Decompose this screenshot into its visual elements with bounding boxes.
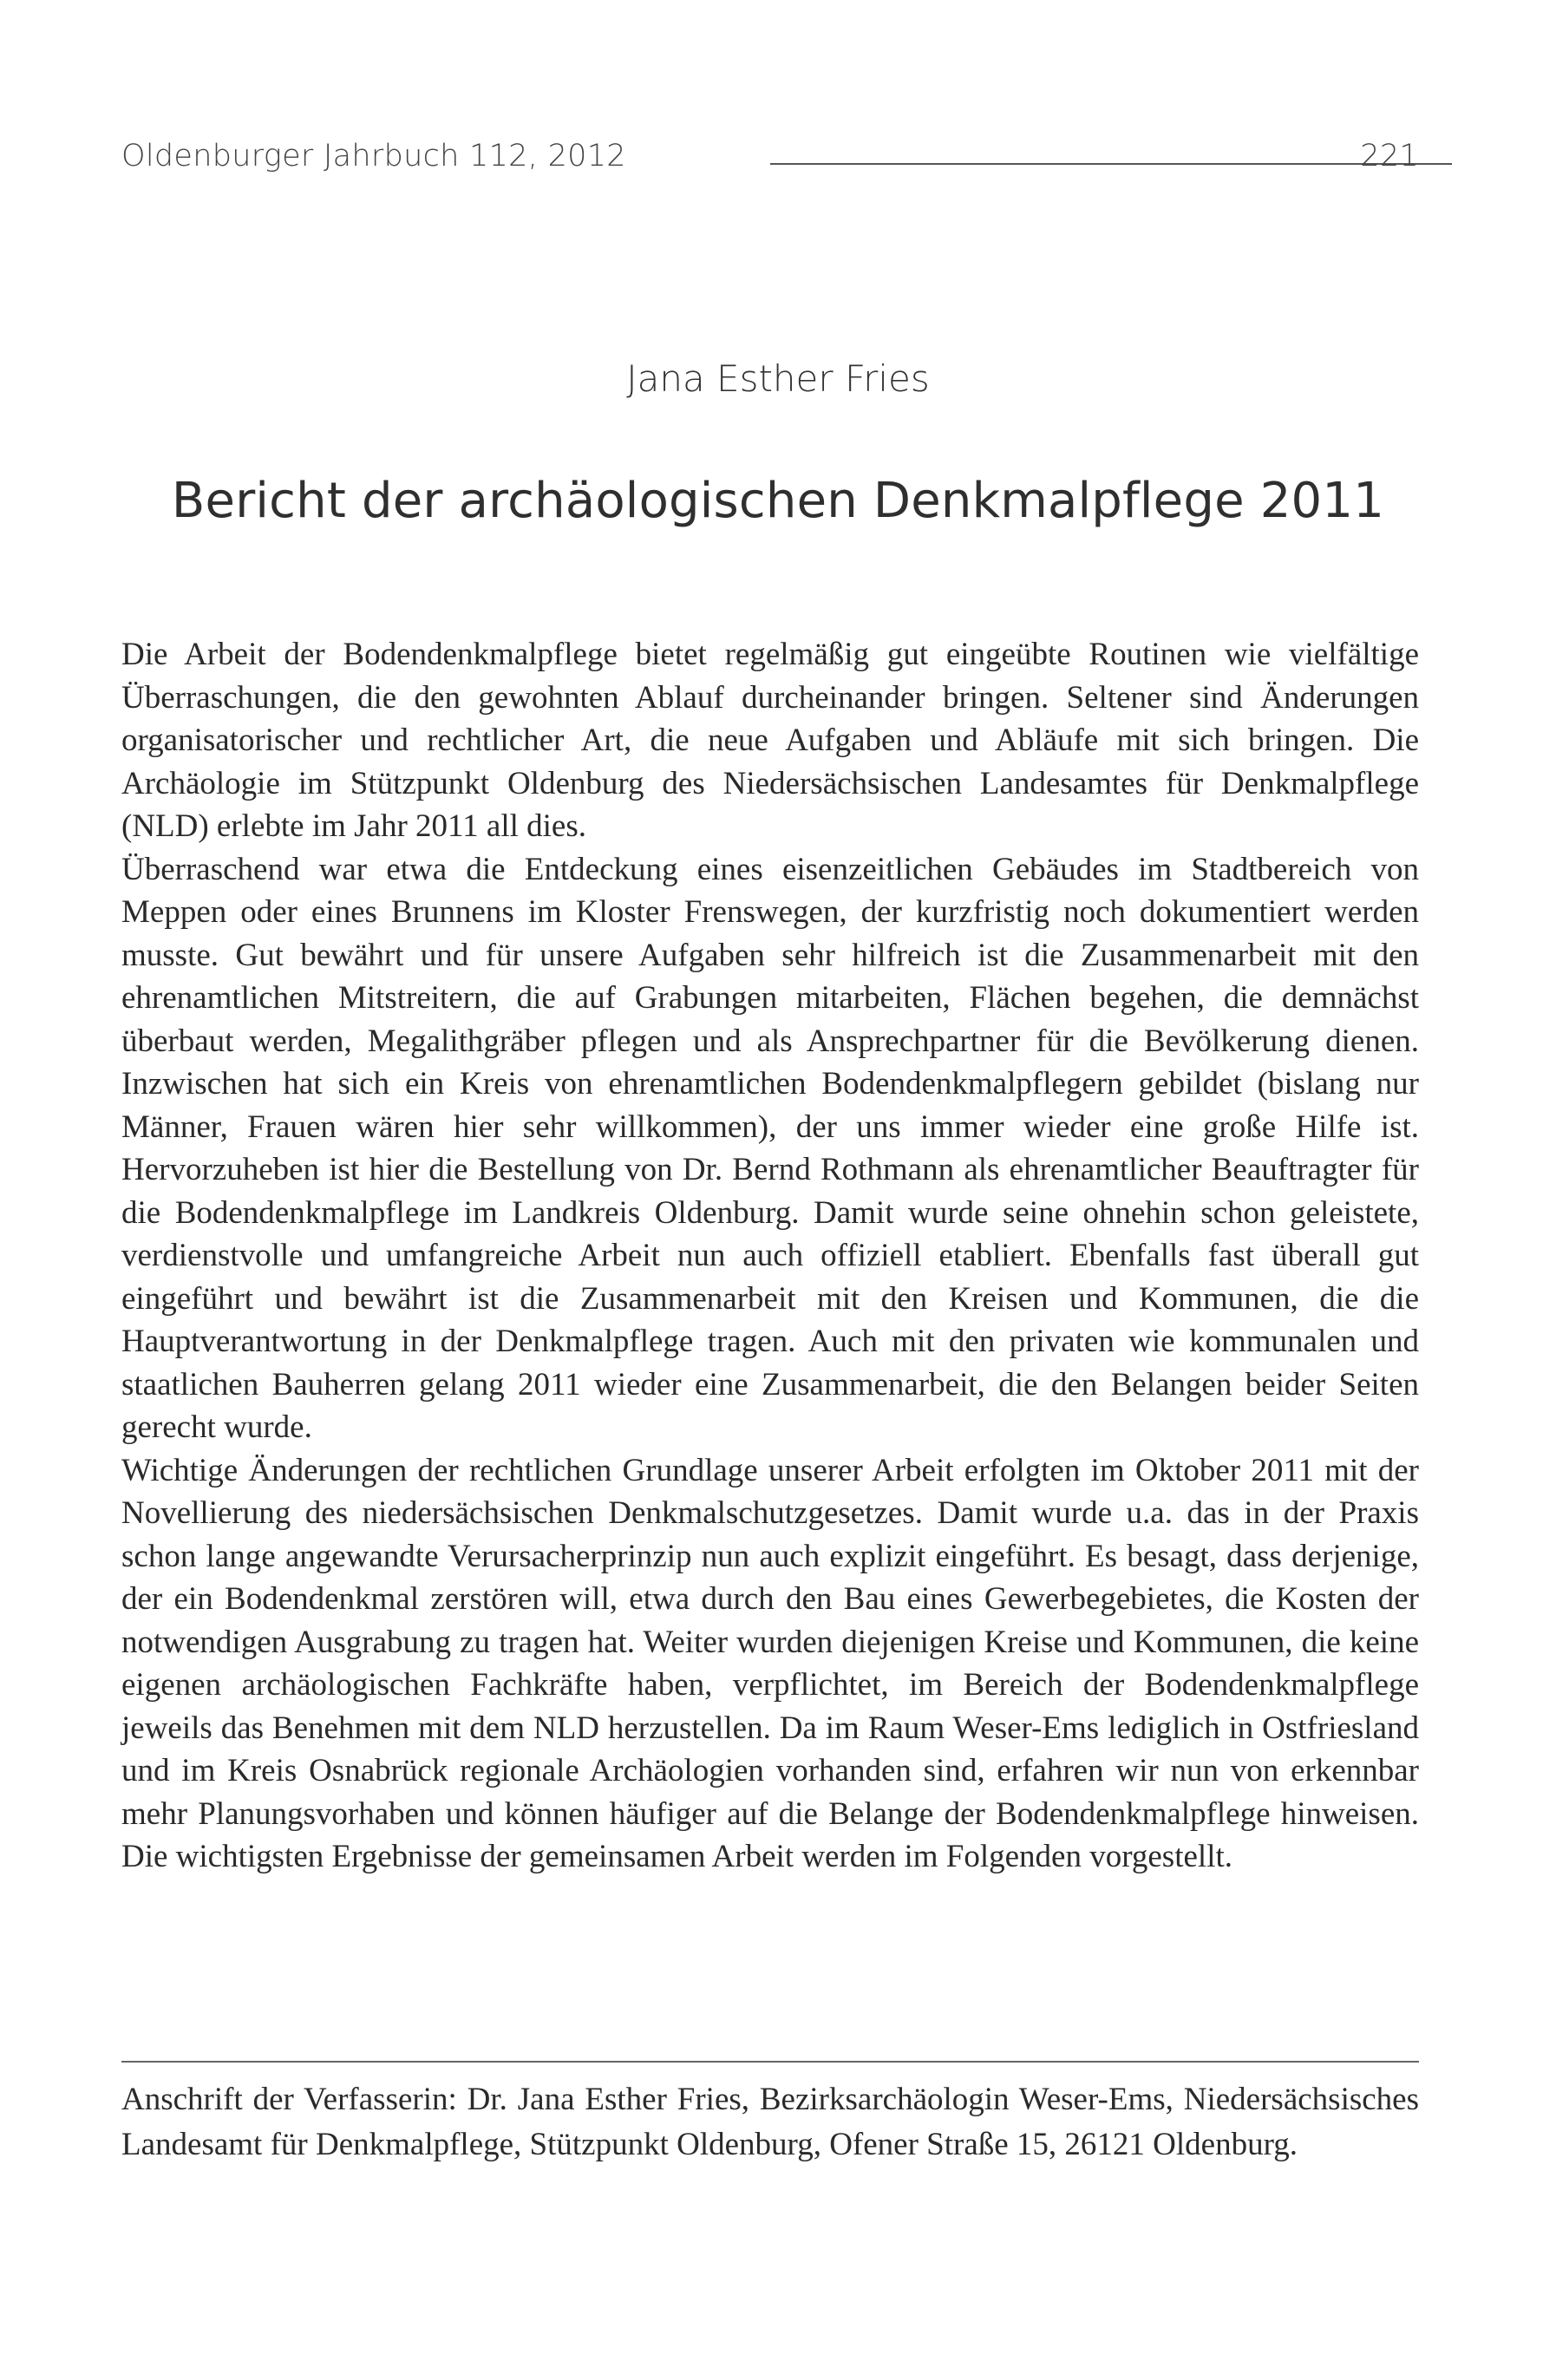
article-body [121, 633, 1419, 1879]
author-address-footnote: Anschrift der Verfasserin: Dr. Jana Esther Fries, Bezirksarchäologin Weser-Ems, Niedersächsisches Landesamt für Denkmalpflege, Stützpunkt Oldenburg, Ofener Straße 15, 26121 Oldenburg. [121, 2082, 1419, 2162]
body-paragraph: Überraschend war etwa die Entdeckung eines eisenzeitlichen Gebäudes im Stadtbereich von Meppen oder eines Brunnens im Kloster Frenswegen, der kurzfristig noch dokumentiert werden musste. Gut bewährt und für unsere Aufgaben sehr hilfreich ist die Zusammenarbeit mit den ehrenamtlichen Mitstreitern, die auf Grabungen mitarbeiten, Flächen begehen, die demnächst überbaut werden, Megalithgräber pflegen und als Ansprechpartner für die Bevölkerung dienen. Inzwischen hat sich ein Kreis von ehrenamtlichen Bodendenkmalpflegern gebildet (bislang nur Männer, Frauen wären hier sehr willkommen), der uns immer wieder eine große Hilfe ist. Hervorzuheben ist hier die Bestellung von Dr. Bernd Rothmann als ehrenamtlicher Beauftragter für die Bodendenkmalpflege im Landkreis Oldenburg. Damit wurde seine ohnehin schon geleistete, verdienstvolle und umfangreiche Arbeit nun auch offiziell etabliert. Ebenfalls fast überall gut eingeführt und bewährt ist die Zusammenarbeit mit den Kreisen und Kommunen, die die Hauptverantwortung in der Denkmalpflege tragen. Auch mit den privaten wie kommunalen und staatlichen Bauherren gelang 2011 wieder eine Zusammenarbeit, die den Belangen beider Seiten gerecht wurde. [121, 851, 1419, 1445]
body-paragraph: Wichtige Änderungen der rechtlichen Grundlage unserer Arbeit erfolgten im Oktober 2011 mit der Novellierung des niedersächsischen Denkmalschutzgesetzes. Damit wurde u.a. das in der Praxis schon lange angewandte Verursacherprinzip nun auch explizit eingeführt. Es besagt, dass derjenige, der ein Bodendenkmal zerstören will, etwa durch den Bau eines Gewerbegebietes, die Kosten der notwendigen Ausgrabung zu tragen hat. Weiter wurden diejenigen Kreise und Kommunen, die keine eigenen archäologischen Fachkräfte haben, verpflichtet, im Bereich der Bodendenkmalpflege jeweils das Benehmen mit dem NLD herzustellen. Da im Raum Weser-Ems lediglich in Ostfriesland und im Kreis Osnabrück regionale Archäologien vorhanden sind, erfahren wir nun von erkennbar mehr Planungsvorhaben und können häufiger auf die Belange der Bodendenkmalpflege hinweisen. Die wichtigsten Ergebnisse der gemeinsamen Arbeit werden im Folgenden vorgestellt. [121, 1452, 1419, 1874]
page-number: 221 [1360, 139, 1419, 173]
running-header [121, 139, 1419, 191]
article-author: Jana Esther Fries [626, 357, 930, 400]
article-title: Bericht der archäologischen Denkmalpflege 2011 [171, 473, 1385, 529]
footnote-rule [121, 2061, 1419, 2063]
journal-title: Oldenburger Jahrbuch 112, 2012 [121, 139, 626, 173]
header-rule [770, 163, 1452, 165]
body-paragraph: Die Arbeit der Bodendenkmalpflege bietet regelmäßig gut eingeübte Routinen wie vielfältige Überraschungen, die den gewohnten Ablauf durcheinander bringen. Seltener sind Änderungen organisatorischer und rechtlicher Art, die neue Aufgaben und Abläufe mit sich bringen. Die Archäologie im Stützpunkt Oldenburg des Niedersächsischen Landesamtes für Denkmalpflege (NLD) erlebte im Jahr 2011 all dies. [121, 637, 1419, 844]
